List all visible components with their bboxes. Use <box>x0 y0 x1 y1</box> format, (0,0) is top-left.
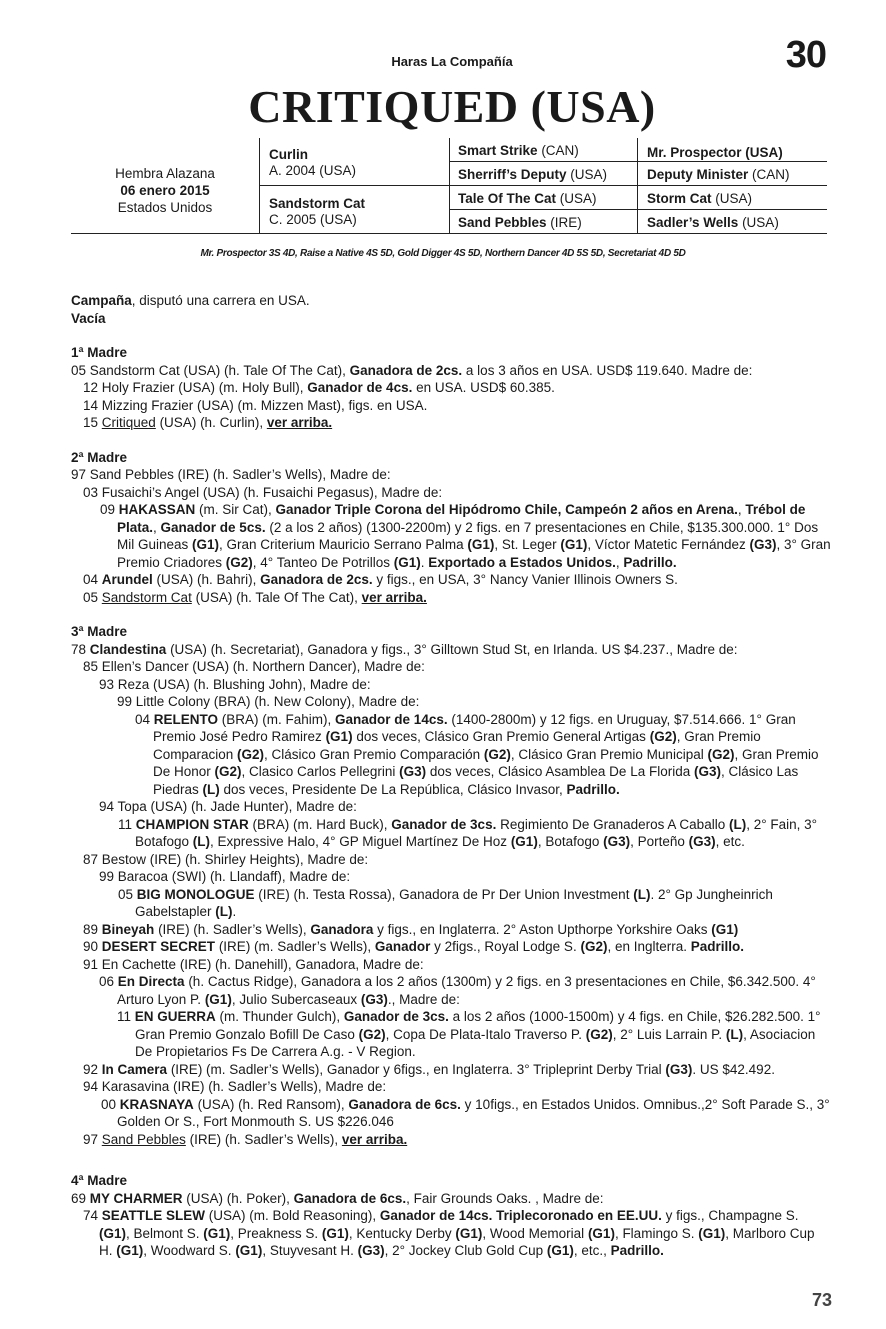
pedigree-entry: 69 MY CHARMER (USA) (h. Poker), Ganadora de 6cs., Fair Grounds Oaks. , Madre de: <box>71 1190 604 1206</box>
subject-country: Estados Unidos <box>117 200 213 215</box>
g4-ancestor: Sadler’s Wells (USA) <box>647 215 779 230</box>
pedigree-entry: 92 In Camera (IRE) (m. Sadler’s Wells), Ganador y 6figs., en Inglaterra. 3° Tripleprint Derby Trial (G3). US $42.492. <box>83 1061 775 1077</box>
dam-name: Sandstorm Cat <box>269 196 366 211</box>
horse-name: CRITIQUED (USA) <box>248 81 656 132</box>
subject-desc: Hembra Alazana <box>115 166 215 181</box>
pedigree-entry: 05 Sandstorm Cat (USA) (h. Tale Of The Cat), ver arriba. <box>83 589 427 605</box>
section-heading: 2ª Madre <box>71 449 128 465</box>
sire-cell <box>269 147 356 179</box>
g3-ancestor: Tale Of The Cat (USA) <box>458 191 597 206</box>
pedigree-entry: 89 Bineyah (IRE) (h. Sadler’s Wells), Ganadora y figs., en Inglaterra. 2° Aston Upthorpe Yorkshire Oaks (G1) <box>83 921 739 937</box>
g4-ancestor: Storm Cat (USA) <box>647 191 753 206</box>
section-heading: 1ª Madre <box>71 345 128 360</box>
g3-ancestor: Sand Pebbles (IRE) <box>458 215 582 230</box>
pedigree-entry: 12 Holy Frazier (USA) (m. Holy Bull), Ganador de 4cs. en USA. USD$ 60.385. <box>83 380 555 395</box>
pedigree-entry: 94 Topa (USA) (h. Jade Hunter), Madre de: <box>99 799 357 814</box>
sire-name: Curlin <box>269 147 308 162</box>
pedigree-entry: 04 Arundel (USA) (h. Bahri), Ganadora de 2cs. y figs., en USA, 3° Nancy Vanier Illinois Owners S. <box>83 572 678 587</box>
pedigree-entry: 99 Baracoa (SWI) (h. Llandaff), Madre de: <box>99 869 351 884</box>
pedigree-table <box>71 138 827 234</box>
subject-info <box>71 165 259 216</box>
pedigree-entry: 97 Sand Pebbles (IRE) (h. Sadler’s Wells), Madre de: <box>71 467 391 482</box>
page-number: 73 <box>811 1290 832 1310</box>
pedigree-entry: 05 Sandstorm Cat (USA) (h. Tale Of The Cat), Ganadora de 2cs. a los 3 años en USA. USD$ 119.640. Madre de: <box>71 362 753 378</box>
farm-name: Haras La Compañía <box>391 54 513 69</box>
pedigree-entry: 74 SEATTLE SLEW (USA) (m. Bold Reasoning), Ganador de 14cs. Triplecoronado en EE.UU. y figs., Champagne S. (G1), Belmont S. (G1), Preakness S. (G1), Kentucky Derby (G1), Wood Memorial (G1), Flamingo S. (G1), Marlboro Cup H. (G1), Woodward S. (G1), Stuyvesant H. (G3), 2° Jockey Club Gold Cup (G1), etc., Padrillo. <box>83 1208 815 1258</box>
pedigree-entry: 11 EN GUERRA (m. Thunder Gulch), Ganador de 3cs. a los 2 años (1000-1500m) y 4 figs. en Chile, $26.282.500. 1° Gran Premio Gonzalo Bofill De Caso (G2), Copa De Plata-Italo Traverso P. (G2), 2° Luis Larrain P. (L), Asociacion De Propietarios Fs De Carrera A.g. - V Region. <box>117 1009 821 1059</box>
subject-date: 06 enero 2015 <box>120 183 210 198</box>
dam-cell <box>269 196 365 228</box>
g4-ancestor: Deputy Minister (CAN) <box>647 167 790 182</box>
sire-info: A. 2004 (USA) <box>269 163 357 178</box>
pedigree-entry: 99 Little Colony (BRA) (h. New Colony), Madre de: <box>117 694 420 709</box>
pedigree-entry: 15 Critiqued (USA) (h. Curlin), ver arriba. <box>83 415 333 430</box>
pedigree-entry: 85 Ellen’s Dancer (USA) (h. Northern Dancer), Madre de: <box>83 659 425 674</box>
pedigree-entry: 90 DESERT SECRET (IRE) (m. Sadler’s Wells), Ganador y 2figs., Royal Lodge S. (G2), en Inglterra. Padrillo. <box>83 939 745 954</box>
pedigree-entry: 00 KRASNAYA (USA) (h. Red Ransom), Ganadora de 6cs. y 10figs., en Estados Unidos. Omnibus.,2° Soft Parade S., 3° Golden Or S., Fort Monmouth S. US $226.046 <box>101 1096 830 1129</box>
pedigree-entry: 91 En Cachette (IRE) (h. Danehill), Ganadora, Madre de: <box>83 956 424 972</box>
campaign-status: Vacía <box>71 310 106 326</box>
pedigree-entry: 94 Karasavina (IRE) (h. Sadler’s Wells), Madre de: <box>83 1079 387 1094</box>
lot-number: 30 <box>785 34 826 76</box>
campaign-line: Campaña, disputó una carrera en USA. <box>71 293 310 308</box>
pedigree-entry: 04 RELENTO (BRA) (m. Fahim), Ganador de 14cs. (1400-2800m) y 12 figs. en Uruguay, $7.514.666. 1° Gran Premio José Pedro Ramirez (G1) dos veces, Clásico Gran Premio General Artigas (G2), Gran Premio Comparacion (G2), Clásico Gran Premio Comparación (G2), Clásico Gran Premio Municipal (G2), Gran Premio De Honor (G2), Clasico Carlos Pellegrini (G3) dos veces, Clásico Asamblea De La Florida (G3), Clásico Las Piedras (L) dos veces, Presidente De La República, Clásico Invasor, Padrillo. <box>135 711 819 797</box>
pedigree-entry: 05 BIG MONOLOGUE (IRE) (h. Testa Rossa), Ganadora de Pr Der Union Investment (L). 2° Gp Jungheinrich Gabelstapler (L). <box>118 886 773 919</box>
dam-info: C. 2005 (USA) <box>269 212 357 227</box>
pedigree-entry: 93 Reza (USA) (h. Blushing John), Madre de: <box>99 676 371 692</box>
inbreeding-note: Mr. Prospector 3S 4D, Raise a Native 4S 5D, Gold Digger 4S 5D, Northern Dancer 4D 5S 5D, Secretariat 4D 5D <box>200 248 686 259</box>
pedigree-entry: 03 Fusaichi’s Angel (USA) (h. Fusaichi Pegasus), Madre de: <box>83 484 443 500</box>
pedigree-entry: 06 En Directa (h. Cactus Ridge), Ganadora a los 2 años (1300m) y 2 figs. en 3 presentaciones en Chile, $6.342.500. 4° Arturo Lyon P. (G1), Julio Subercaseaux (G3)., Madre de: <box>99 974 816 1007</box>
section-heading: 4ª Madre <box>71 1173 128 1188</box>
pedigree-entry: 11 CHAMPION STAR (BRA) (m. Hard Buck), Ganador de 3cs. Regimiento De Granaderos A Caballo (L), 2° Fain, 3° Botafogo (L), Expressive Halo, 4° GP Miguel Martínez De Hoz (G1), Botafogo (G3), Porteño (G3), etc. <box>118 816 818 849</box>
catalog-body <box>71 292 831 1260</box>
pedigree-entry: 97 Sand Pebbles (IRE) (h. Sadler’s Wells), ver arriba. <box>83 1131 408 1147</box>
section-heading: 3ª Madre <box>71 624 128 639</box>
g3-ancestor: Smart Strike (CAN) <box>458 143 579 158</box>
g4-ancestor: Mr. Prospector (USA) <box>647 145 783 160</box>
g3-ancestor: Sherriff’s Deputy (USA) <box>458 167 608 182</box>
pedigree-entry: 87 Bestow (IRE) (h. Shirley Heights), Madre de: <box>83 851 369 867</box>
pedigree-entry: 78 Clandestina (USA) (h. Secretariat), Ganadora y figs., 3° Gilltown Stud St, en Irlanda. US $4.237., Madre de: <box>71 641 738 657</box>
pedigree-entry: 09 HAKASSAN (m. Sir Cat), Ganador Triple Corona del Hipódromo Chile, Campeón 2 años en Arena., Trébol de Plata., Ganador de 5cs. (2 a los 2 años) (1300-2200m) y 2 figs. en 7 presentaciones en Chile, $135.300.000. 1° Dos Mil Guineas (G1), Gran Criterium Mauricio Serrano Palma (G1), St. Leger (G1), Víctor Matetic Fernández (G3), 3° Gran Premio Criadores (G2), 4° Tanteo De Potrillos (G1). Exportado a Estados Unidos., Padrillo. <box>100 502 831 570</box>
pedigree-entry: 14 Mizzing Frazier (USA) (m. Mizzen Mast), figs. en USA. <box>83 397 428 413</box>
